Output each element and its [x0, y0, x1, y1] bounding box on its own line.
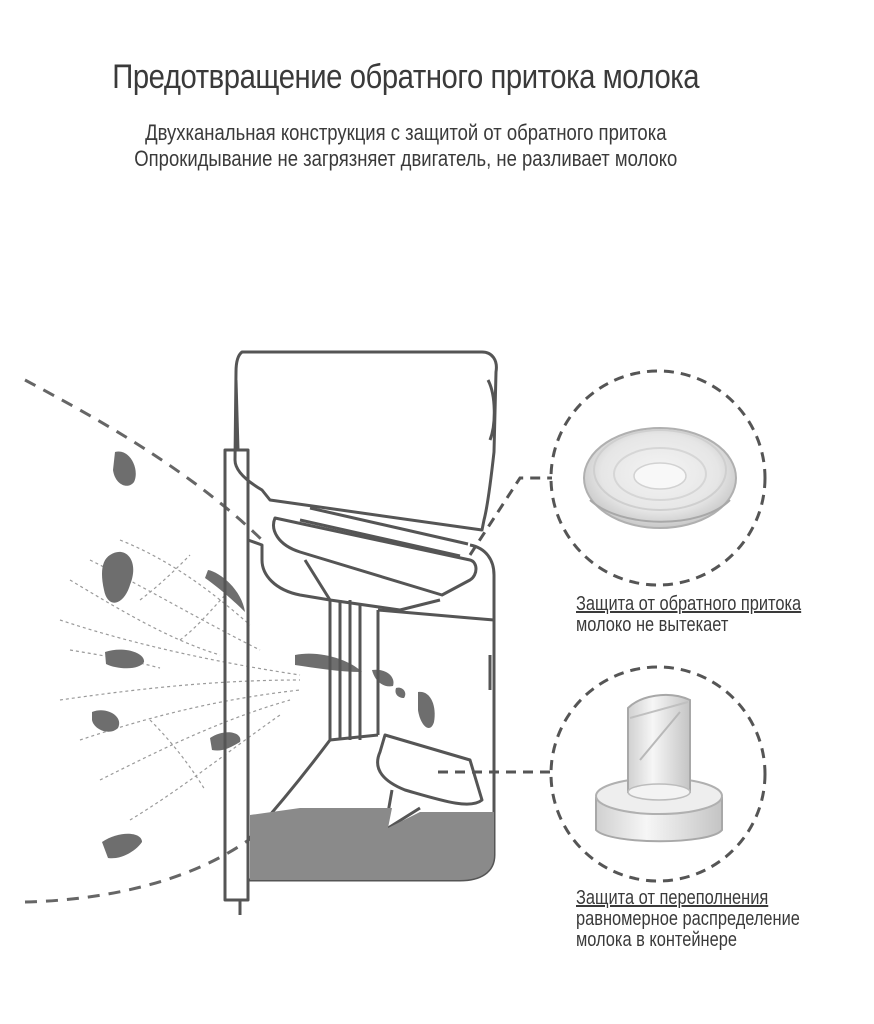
milk-level	[250, 808, 494, 880]
callout-overflow-text-2: молока в контейнере	[576, 929, 737, 951]
milk-ducts	[60, 540, 300, 820]
subtitle-line-1: Двухканальная конструкция с защитой от обратного притока	[145, 120, 667, 145]
milk-drops	[92, 452, 435, 859]
callout-backflow-heading: Защита от обратного притока	[576, 593, 802, 615]
silicone-disc	[584, 428, 736, 528]
callout-overflow-heading: Защита от переполнения	[576, 887, 769, 909]
callout-backflow	[576, 594, 801, 636]
callout-backflow-text: молоко не вытекает	[576, 614, 729, 636]
duckbill-valve	[596, 695, 722, 841]
subtitle-line-2: Опрокидывание не загрязняет двигатель, не разливает молоко	[134, 146, 678, 171]
callout-overflow	[576, 888, 800, 951]
callout-overflow-text-1: равномерное распределение	[576, 908, 800, 930]
page-title: Предотвращение обратного притока молока	[112, 58, 700, 96]
